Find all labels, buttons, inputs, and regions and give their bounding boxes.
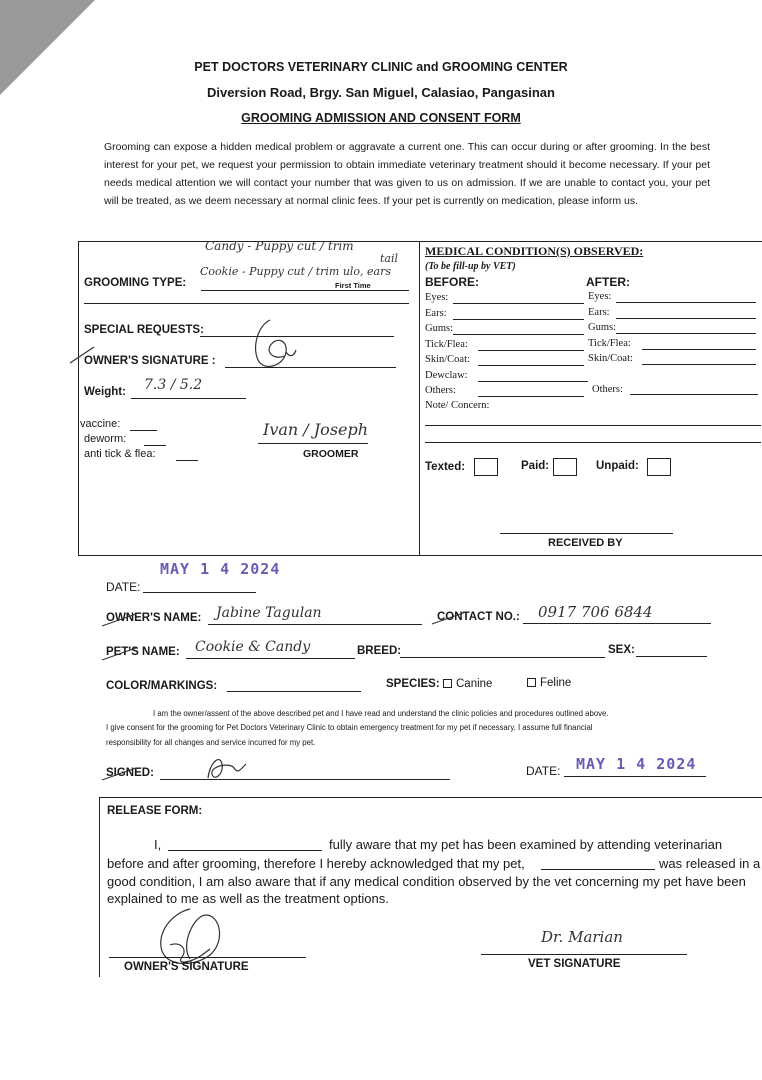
antitick-line[interactable]	[176, 460, 198, 461]
canine-label: Canine	[456, 678, 493, 690]
sex-line[interactable]	[636, 656, 707, 657]
date-label: DATE:	[106, 580, 141, 594]
consent-date-line[interactable]	[564, 776, 706, 777]
contact-value: 0917 706 6844	[538, 603, 653, 621]
before-item-label: Others:	[425, 385, 456, 396]
pet-name-label: PET'S NAME:	[106, 646, 180, 658]
release-line2-a: before and after grooming, therefore I hereby acknowledged that my pet,	[107, 856, 525, 871]
before-item-label: Eyes:	[425, 292, 449, 303]
after-item-label: Ears:	[588, 306, 610, 318]
contact-strike	[430, 608, 470, 628]
breed-line[interactable]	[400, 657, 605, 658]
before-item-label: Gums:	[425, 323, 454, 334]
grooming-type-label: GROOMING TYPE:	[84, 277, 187, 289]
groomer-label: GROOMER	[303, 448, 359, 460]
consent-line-2: I give consent for the grooming for Pet Doctors Veterinary Clinic to obtain emergency treatment for my pet if necessary. I assume full financial	[106, 723, 593, 732]
consent-date-label: DATE:	[526, 764, 561, 778]
owner-name-line[interactable]	[208, 624, 422, 625]
release-title: RELEASE FORM:	[107, 805, 203, 817]
consent-line-1: I am the owner/assent of the above described pet and I have read and understand the clinic policies and procedures outlined above.	[153, 709, 609, 718]
note-line-1[interactable]	[425, 425, 761, 426]
medical-title: MEDICAL CONDITION(S) OBSERVED:	[425, 244, 644, 258]
canine-checkbox[interactable]	[443, 679, 452, 688]
box-divider	[419, 241, 420, 555]
date-stamp: MAY 1 4 2024	[160, 560, 281, 578]
species-feline[interactable]	[527, 677, 571, 689]
release-name-line[interactable]	[168, 850, 322, 851]
unpaid-checkbox[interactable]	[647, 458, 671, 476]
consent-line-3: responsibility for all changes and service incurred for my pet.	[106, 738, 316, 747]
feline-checkbox[interactable]	[527, 678, 536, 687]
release-line3: good condition, I am also aware that if any medical condition observed by the vet concerning my pet have been	[107, 874, 746, 889]
before-item-label: Ears:	[425, 307, 447, 319]
release-line2-b: was released in a	[659, 856, 761, 871]
grooming-extra-line[interactable]	[84, 303, 409, 304]
grooming-type-line[interactable]	[201, 290, 409, 291]
after-item-line[interactable]	[642, 364, 756, 365]
received-by-label: RECEIVED BY	[548, 537, 623, 549]
consent-signature-scribble	[200, 748, 250, 788]
texted-label: Texted:	[425, 461, 466, 473]
owner-signature-checkmark	[68, 345, 98, 365]
folded-page-corner	[0, 0, 95, 95]
after-item-line[interactable]	[616, 302, 756, 303]
weight-value: 7.3 / 5.2	[144, 377, 203, 393]
after-item-label: Tick/Flea:	[588, 337, 631, 349]
release-line1: fully aware that my pet has been examined by attending veterinarian	[329, 837, 723, 852]
signed-strike	[100, 764, 140, 784]
clinic-name: PET DOCTORS VETERINARY CLINIC and GROOMING CENTER	[194, 60, 568, 74]
paid-checkbox[interactable]	[553, 458, 577, 476]
after-item-line[interactable]	[616, 333, 756, 334]
before-label: BEFORE:	[425, 275, 479, 289]
release-line4: explained to me as well as the treatment options.	[107, 891, 389, 906]
owner-signature-scribble	[240, 316, 300, 378]
contact-line[interactable]	[523, 623, 711, 624]
vaccine-line[interactable]	[130, 430, 157, 431]
date-line[interactable]	[143, 592, 256, 593]
grooming-type-cookie: Cookie - Puppy cut / trim ulo, ears	[200, 265, 392, 278]
release-i: I,	[154, 837, 162, 852]
signed-label: SIGNED:	[106, 767, 154, 779]
intro-paragraph: Grooming can expose a hidden medical problem or aggravate a current one. This can occur during or after grooming. In the best interest for your pet, we request your permission to obtain immediate veterinary treatment should it become necessary. If your pet needs medical attention we will contact your number that was given to us on admission. If we are unable to contact you, your pet will be treated, as we deem necessary at normal clinic fees. If your pet is currently on medication, please inform us.	[104, 141, 710, 207]
pet-name-line[interactable]	[186, 658, 355, 659]
before-item-line[interactable]	[478, 396, 584, 397]
after-others-label: Others:	[592, 384, 623, 395]
deworm-label: deworm:	[84, 433, 127, 445]
note-label: Note/ Concern:	[425, 400, 490, 411]
weight-label: Weight:	[84, 386, 126, 398]
pet-name-strike	[100, 644, 140, 664]
vaccine-label: vaccine:	[80, 418, 121, 430]
color-line[interactable]	[227, 691, 361, 692]
after-item-line[interactable]	[642, 349, 756, 350]
unpaid-label: Unpaid:	[596, 460, 639, 472]
groomer-name: Ivan / Joseph	[263, 420, 369, 439]
contact-label: CONTACT NO.:	[437, 611, 520, 623]
owner-name-label: OWNER'S NAME:	[106, 612, 202, 624]
color-label: COLOR/MARKINGS:	[106, 680, 218, 692]
before-item-label: Tick/Flea:	[425, 338, 468, 350]
before-item-line[interactable]	[453, 319, 584, 320]
before-item-line[interactable]	[453, 303, 584, 304]
owner-name-strike	[100, 610, 140, 630]
species-canine[interactable]	[443, 678, 492, 690]
after-item-label: Skin/Coat:	[588, 353, 633, 364]
grooming-type-candy: Candy - Puppy cut / trim	[205, 239, 354, 253]
before-item-line[interactable]	[478, 365, 584, 366]
after-others-line[interactable]	[630, 394, 758, 395]
form-title: GROOMING ADMISSION AND CONSENT FORM	[241, 111, 521, 125]
weight-line[interactable]	[131, 398, 246, 399]
vet-sig-label: VET SIGNATURE	[528, 958, 621, 970]
owner-release-signature	[150, 905, 230, 985]
before-item-line[interactable]	[478, 350, 584, 351]
owner-name-value: Jabine Tagulan	[216, 605, 322, 621]
after-item-label: Gums:	[588, 322, 617, 333]
breed-label: BREED:	[357, 645, 402, 657]
sex-label: SEX:	[608, 644, 635, 656]
deworm-line[interactable]	[144, 445, 166, 446]
clinic-address: Diversion Road, Brgy. San Miguel, Calasiao, Pangasinan	[207, 85, 555, 100]
vet-sig-line[interactable]	[481, 954, 687, 955]
after-item-label: Eyes:	[588, 291, 612, 302]
after-label: AFTER:	[586, 275, 630, 289]
before-item-label: Dewclaw:	[425, 369, 468, 381]
special-requests-label: SPECIAL REQUESTS:	[84, 324, 204, 336]
note-line-2[interactable]	[425, 442, 761, 443]
feline-label: Feline	[540, 677, 572, 689]
paid-label: Paid:	[521, 460, 550, 472]
antitick-label: anti tick & flea:	[84, 448, 156, 460]
before-item-label: Skin/Coat:	[425, 354, 470, 365]
after-item-line[interactable]	[616, 318, 756, 319]
groomer-line[interactable]	[258, 443, 368, 444]
vet-signature-name: Dr. Marian	[541, 928, 623, 946]
before-item-line[interactable]	[453, 334, 584, 335]
owner-release-sig-label: OWNER'S SIGNATURE	[124, 961, 249, 973]
medical-subtitle: (To be fill-up by VET)	[425, 261, 516, 272]
release-pet-line[interactable]	[541, 869, 655, 870]
texted-checkbox[interactable]	[474, 458, 498, 476]
pet-name-value: Cookie & Candy	[195, 639, 311, 655]
owner-release-sig-line[interactable]	[109, 957, 306, 958]
before-item-line[interactable]	[478, 381, 588, 382]
species-label: SPECIES:	[386, 678, 440, 690]
received-by-line[interactable]	[500, 533, 673, 534]
first-time-label: First Time	[335, 281, 371, 290]
owner-signature-label: OWNER'S SIGNATURE :	[84, 355, 216, 367]
grooming-type-candy-extra: tail	[380, 252, 399, 265]
consent-date-stamp: MAY 1 4 2024	[576, 755, 697, 773]
